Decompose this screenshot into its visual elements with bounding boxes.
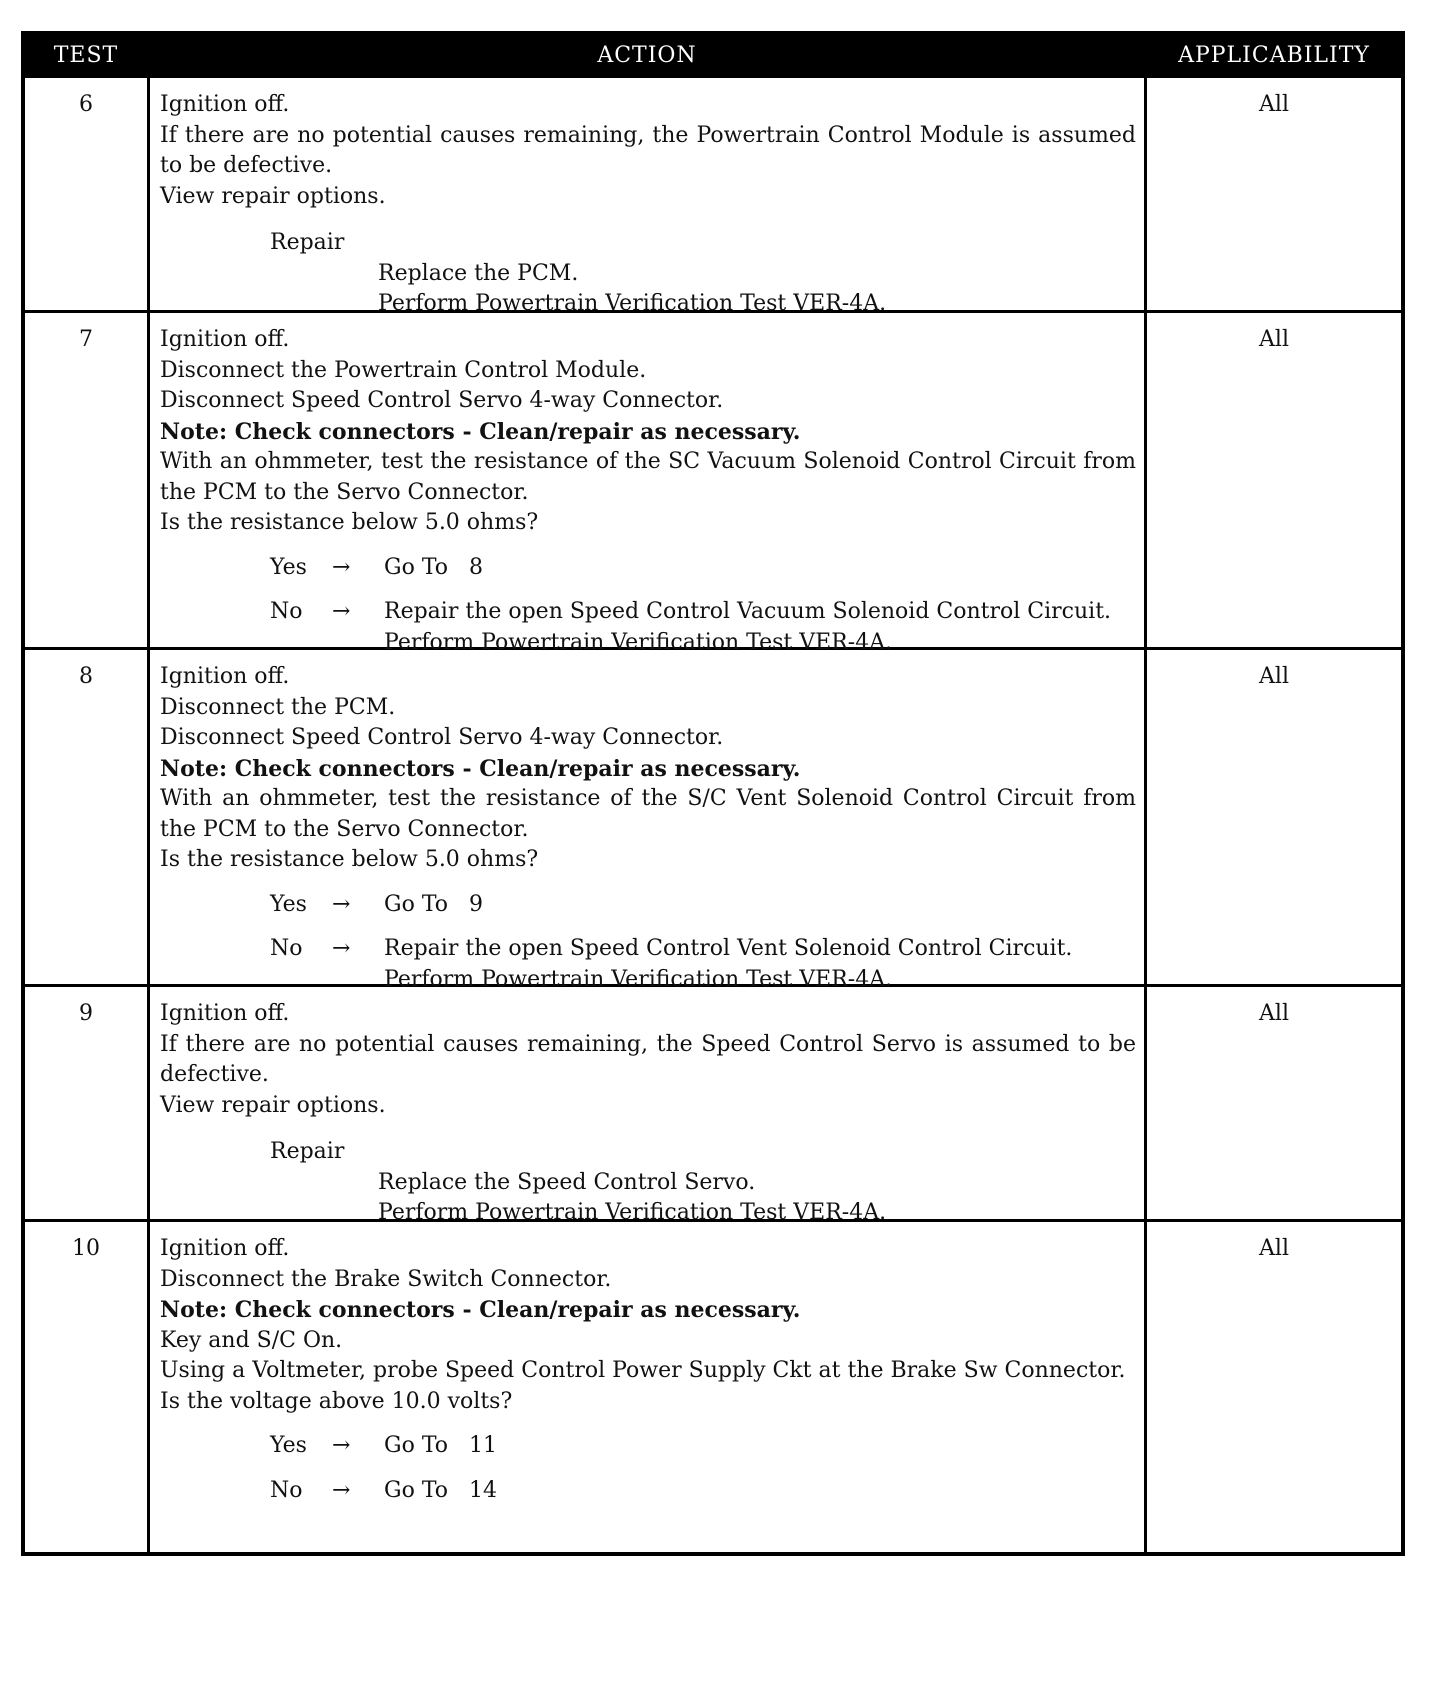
test-number: 7 xyxy=(79,327,93,352)
no-result xyxy=(384,934,1136,995)
action-line: Ignition off. xyxy=(160,1236,290,1261)
action-line: Is the resistance below 5.0 ohms? xyxy=(160,510,539,535)
header-applicability: APPLICABILITY xyxy=(1178,42,1370,68)
table-row xyxy=(25,310,1401,655)
applicability-cell: All xyxy=(1259,92,1289,117)
yes-result: Go To 8 xyxy=(384,554,483,580)
yes-option xyxy=(160,890,1136,921)
action-line: Disconnect the Powertrain Control Module. xyxy=(160,357,647,383)
repair-step: Perform Powertrain Verification Test VER-4A. xyxy=(378,291,887,316)
arrow-icon: → xyxy=(332,1477,351,1503)
no-result: Go To 14 xyxy=(384,1477,497,1503)
arrow-icon: → xyxy=(332,599,351,624)
no-label: No xyxy=(270,1477,303,1503)
test-number: 10 xyxy=(72,1236,100,1261)
table-row xyxy=(25,75,1401,316)
no-option xyxy=(160,597,1136,658)
action-line: Ignition off. xyxy=(160,327,290,352)
action-cell xyxy=(147,1222,1147,1552)
yes-label: Yes xyxy=(270,891,307,917)
action-line: Ignition off. xyxy=(160,1001,290,1026)
yes-result: Go To 11 xyxy=(384,1433,497,1458)
action-cell xyxy=(147,987,1147,1225)
yes-result: Go To 9 xyxy=(384,891,483,917)
applicability-cell: All xyxy=(1259,1001,1289,1026)
yes-label: Yes xyxy=(270,1433,307,1458)
arrow-icon: → xyxy=(332,1433,351,1458)
action-line: Ignition off. xyxy=(160,92,290,117)
no-label: No xyxy=(270,936,303,961)
action-cell xyxy=(147,650,1147,992)
action-line: Disconnect Speed Control Servo 4-way Connector. xyxy=(160,725,724,750)
action-line: Ignition off. xyxy=(160,664,290,689)
note-line: Note: Check connectors - Clean/repair as necessary. xyxy=(160,755,801,782)
no-result-line: Perform Powertrain Verification Test VER-4A. xyxy=(384,966,893,992)
table-row xyxy=(25,984,1401,1225)
action-line: Is the resistance below 5.0 ohms? xyxy=(160,847,539,872)
test-number: 9 xyxy=(79,1001,93,1026)
action-line: Key and S/C On. xyxy=(160,1327,343,1353)
header-test: TEST xyxy=(53,42,119,68)
note-line: Note: Check connectors - Clean/repair as necessary. xyxy=(160,1297,801,1323)
applicability-cell: All xyxy=(1259,664,1289,689)
no-result-line: Perform Powertrain Verification Test VER-4A. xyxy=(384,629,893,655)
arrow-icon: → xyxy=(332,891,351,917)
applicability-cell: All xyxy=(1259,327,1289,352)
repair-step: Perform Powertrain Verification Test VER-4A. xyxy=(378,1200,887,1225)
action-line: View repair options. xyxy=(160,1092,386,1118)
action-line: Disconnect the PCM. xyxy=(160,694,396,720)
yes-option xyxy=(160,553,1136,584)
diagnostic-table xyxy=(21,31,1405,1556)
action-cell xyxy=(147,313,1147,655)
test-number: 8 xyxy=(79,664,93,689)
action-line: Disconnect the Brake Switch Connector. xyxy=(160,1266,612,1292)
header-action: ACTION xyxy=(597,42,697,68)
no-result xyxy=(384,597,1136,658)
no-option xyxy=(160,1476,1136,1507)
action-line: If there are no potential causes remaining, the Powertrain Control Module is assumed to be defective. xyxy=(160,122,1136,178)
yes-label: Yes xyxy=(270,554,307,580)
action-line: Disconnect Speed Control Servo 4-way Connector. xyxy=(160,388,724,413)
no-result-line: Repair the open Speed Control Vacuum Solenoid Control Circuit. xyxy=(384,599,1112,624)
repair-step: Replace the PCM. xyxy=(378,260,579,286)
table-header xyxy=(25,35,1401,75)
arrow-icon: → xyxy=(332,936,351,961)
repair-label: Repair xyxy=(270,1139,345,1164)
no-label: No xyxy=(270,599,303,624)
action-line: Using a Voltmeter, probe Speed Control Power Supply Ckt at the Brake Sw Connector. xyxy=(160,1358,1126,1383)
action-line: With an ohmmeter, test the resistance of the SC Vacuum Solenoid Control Circuit from the PCM to the Servo Connector. xyxy=(160,449,1136,505)
repair-step: Replace the Speed Control Servo. xyxy=(378,1169,756,1195)
no-result-line: Repair the open Speed Control Vent Solenoid Control Circuit. xyxy=(384,936,1073,961)
action-line: Is the voltage above 10.0 volts? xyxy=(160,1388,513,1414)
applicability-cell: All xyxy=(1259,1236,1289,1261)
yes-option xyxy=(160,1431,1136,1462)
table-row xyxy=(25,647,1401,992)
action-line: View repair options. xyxy=(160,183,386,209)
repair-label: Repair xyxy=(270,230,345,255)
arrow-icon: → xyxy=(332,554,351,580)
action-line: If there are no potential causes remaining, the Speed Control Servo is assumed to be defective. xyxy=(160,1031,1136,1087)
test-number: 6 xyxy=(79,92,93,117)
no-option xyxy=(160,934,1136,995)
action-cell xyxy=(147,78,1147,316)
table-row xyxy=(25,1219,1401,1552)
action-line: With an ohmmeter, test the resistance of the S/C Vent Solenoid Control Circuit from the PCM to the Servo Connector. xyxy=(160,786,1136,842)
note-line: Note: Check connectors - Clean/repair as necessary. xyxy=(160,418,801,445)
